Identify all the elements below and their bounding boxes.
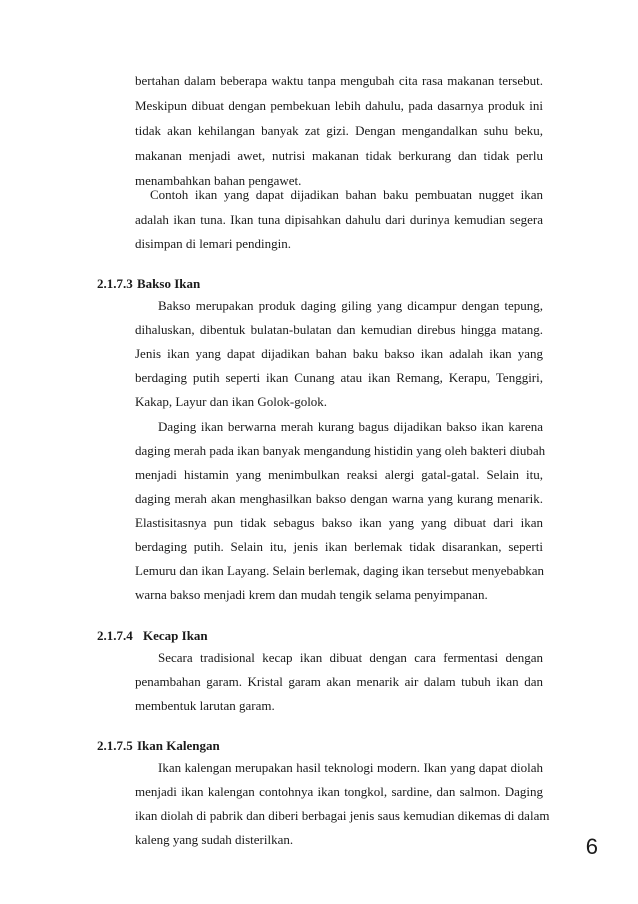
body-text-line: daging merah akan menghasilkan bakso dengan warna yang kurang menarik. (135, 491, 543, 506)
body-text-line: warna bakso menjadi krem dan mudah tengik selama penyimpanan. (135, 587, 488, 602)
section-heading-bakso (97, 276, 200, 292)
section-number: 2.1.7.3 (97, 276, 133, 291)
section-heading-kecap (97, 628, 208, 644)
body-text-line: adalah ikan tuna. Ikan tuna dipisahkan dahulu dari durinya kemudian segera (135, 212, 543, 227)
body-text-line: menjadi histamin yang menimbulkan reaksi alergi gatal-gatal. Selain itu, (135, 467, 543, 482)
body-text-line: Ikan kalengan merupakan hasil teknologi modern. Ikan yang dapat diolah (158, 760, 543, 775)
body-text-line: Secara tradisional kecap ikan dibuat dengan cara fermentasi dengan (158, 650, 543, 665)
section-title: Kecap Ikan (143, 628, 208, 643)
body-text-line: menambahkan bahan pengawet. (135, 173, 302, 188)
body-text-line: Kakap, Layur dan ikan Golok-golok. (135, 394, 328, 409)
body-text-line: disimpan di lemari pendingin. (135, 236, 291, 251)
section-title: Bakso Ikan (137, 276, 201, 291)
body-text-line: penambahan garam. Kristal garam akan menarik air dalam tubuh ikan dan (135, 674, 543, 689)
body-text-line: Contoh ikan yang dapat dijadikan bahan baku pembuatan nugget ikan (150, 187, 543, 202)
body-text-line: ikan diolah di pabrik dan diberi berbagai jenis saus kemudian dikemas di dalam (135, 808, 550, 823)
body-text-line: tidak akan kehilangan banyak zat gizi. Dengan mengandalkan suhu beku, (135, 123, 543, 138)
body-text-line: dihaluskan, dibentuk bulatan-bulatan dan kemudian direbus hingga matang. (135, 322, 543, 337)
page-number: 6 (585, 834, 598, 859)
body-text-line: Elastisitasnya pun tidak sebagus bakso ikan yang yang dibuat dari ikan (135, 515, 543, 530)
body-text-line: bertahan dalam beberapa waktu tanpa mengubah cita rasa makanan tersebut. (135, 73, 543, 88)
body-text-line: membentuk larutan garam. (135, 698, 275, 713)
body-text-line: kaleng yang sudah disterilkan. (135, 832, 294, 847)
body-text-line: Meskipun dibuat dengan pembekuan lebih dahulu, pada dasarnya produk ini (135, 98, 543, 113)
section-number: 2.1.7.5 (97, 738, 133, 753)
body-text-line: Jenis ikan yang dapat dijadikan bahan baku bakso ikan adalah ikan yang (135, 346, 543, 361)
body-text-line: Daging ikan berwarna merah kurang bagus dijadikan bakso ikan karena (158, 419, 543, 434)
body-text-line: Bakso merupakan produk daging giling yang dicampur dengan tepung, (158, 298, 543, 313)
body-text-line: Lemuru dan ikan Layang. Selain berlemak, daging ikan tersebut menyebabkan (135, 563, 544, 578)
section-heading-kalengan (97, 738, 220, 754)
body-text-line: makanan menjadi awet, nutrisi makanan tidak berkurang dan tidak perlu (135, 148, 543, 163)
body-text-line: daging merah pada ikan banyak mengandung histidin yang oleh bakteri diubah (135, 443, 546, 458)
section-title: Ikan Kalengan (137, 738, 220, 753)
body-text-line: berdaging putih. Selain itu, jenis ikan berlemak tidak disarankan, seperti (135, 539, 543, 554)
section-number: 2.1.7.4 (97, 628, 133, 643)
body-text-line: menjadi ikan kalengan contohnya ikan tongkol, sardine, dan salmon. Daging (135, 784, 543, 799)
body-text-line: berdaging putih seperti ikan Cunang atau ikan Remang, Kerapu, Tenggiri, (135, 370, 543, 385)
